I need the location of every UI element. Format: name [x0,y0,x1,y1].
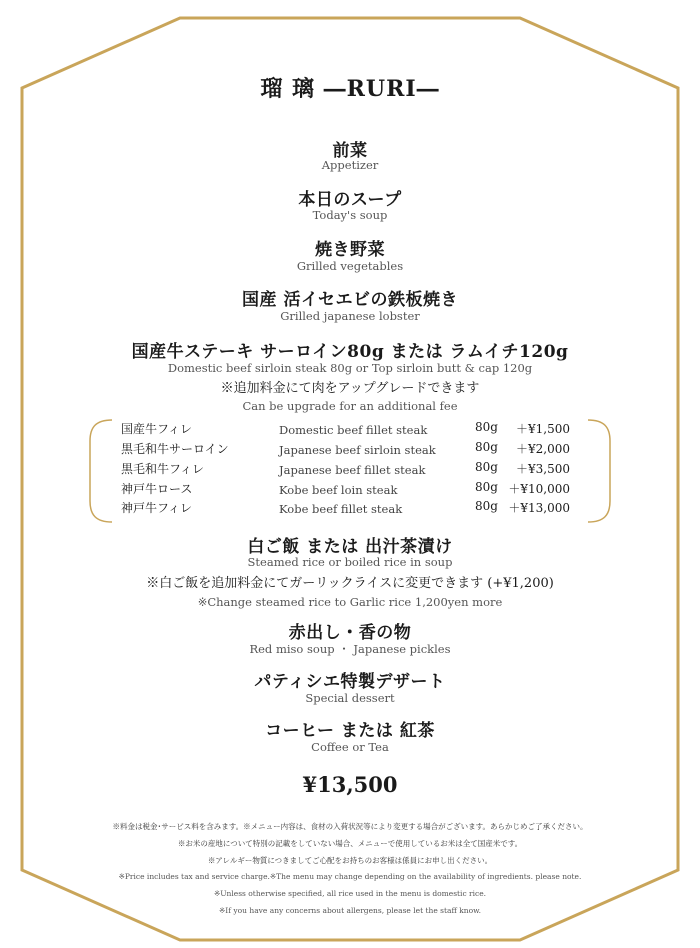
course-en-lobster: Grilled japanese lobster [280,309,420,323]
course-name-miso: 赤出し・香の物 [288,623,412,643]
course-en-dessert: Special dessert [305,691,395,705]
upgrade-en: Kobe beef loin steak [279,483,398,497]
rice-change-note: ※白ご飯を追加料金にてガーリックライスに変更できます (+¥1,200) [146,576,554,591]
upgrade-row [86,420,614,438]
course-name-rice: 白ご飯 または 出汁茶漬け [247,537,453,557]
course-en-vegetables: Grilled vegetables [296,259,404,273]
upgrade-row [86,440,614,458]
upgrade-price: ＋¥13,000 [508,501,570,515]
upgrade-jp: 黒毛和牛サーロイン [121,442,229,456]
course-name-dessert: パティシエ特製デザート [254,672,446,692]
upgrade-row [86,499,614,517]
footnote-en: ※Unless otherwise specified, all rice used in the menu is domestic rice. [213,889,487,898]
course-en-steak: Domestic beef sirloin steak 80g or Top sirloin butt & cap 120g [167,361,533,375]
course-name-lobster: 国産 活イセエビの鉄板焼き [242,290,458,310]
course-en-drink: Coffee or Tea [311,740,389,754]
upgrade-weight: 80g [475,480,498,494]
course-name-appetizer: 前菜 [332,141,368,161]
upgrade-price: ＋¥3,500 [516,462,570,476]
upgrade-en: Domestic beef fillet steak [279,423,428,437]
upgrade-en: Kobe beef fillet steak [279,502,403,516]
upgrade-jp: 国産牛フィレ [121,422,193,436]
upgrade-price: ＋¥2,000 [516,442,570,456]
course-en-soup: Today's soup [312,208,388,222]
course-en-appetizer: Appetizer [321,158,379,172]
course-name-soup: 本日のスープ [298,190,402,210]
upgrade-en: Japanese beef fillet steak [279,463,426,477]
course-name-vegetables: 焼き野菜 [315,240,385,260]
upgrade-row [86,460,614,478]
upgrade-jp: 黒毛和牛フィレ [121,462,205,476]
footnote-en: ※Price includes tax and service charge.※The menu may change depending on the availability of ingredients. please note. [118,872,582,881]
steak-upgrade-note: ※追加料金にて肉をアップグレードできます [220,381,480,396]
footnote-jp: ※お米の産地について特別の記載をしていない場合、メニューで使用しているお米は全て国産米です。 [177,839,523,848]
course-name-drink: コーヒー または 紅茶 [265,721,435,741]
upgrade-weight: 80g [475,460,498,474]
course-en-miso: Red miso soup ・ Japanese pickles [249,642,451,656]
upgrade-jp: 神戸牛フィレ [121,501,193,515]
upgrade-weight: 80g [475,440,498,454]
upgrade-price: ＋¥1,500 [516,422,570,436]
footnote-jp: ※料金は税金･サービス料を含みます。※メニュー内容は、食材の入荷状況等により変更する場合がございます。あらかじめご了承ください。 [112,822,588,831]
steak-upgrade-note-en: Can be upgrade for an additional fee [242,399,458,413]
course-en-rice: Steamed rice or boiled rice in soup [247,555,453,569]
footnote-en: ※If you have any concerns about allergens, please let the staff know. [218,906,482,915]
menu-title: 瑠 璃 ―RURI― [260,76,440,102]
course-price: ¥13,500 [302,772,398,797]
rice-change-note-en: ※Change steamed rice to Garlic rice 1,200yen more [197,595,503,609]
footnote-jp: ※アレルギー物質につきましてご心配をお持ちのお客様は係員にお申し出ください。 [207,856,493,865]
upgrade-weight: 80g [475,499,498,513]
upgrade-weight: 80g [475,420,498,434]
course-name-steak: 国産牛ステーキ サーロイン80g または ラムイチ120g [131,342,569,362]
upgrade-price: ＋¥10,000 [508,482,570,496]
upgrade-jp: 神戸牛ロース [121,482,193,496]
upgrade-row [86,480,614,498]
upgrade-en: Japanese beef sirloin steak [279,443,436,457]
upgrade-options-box [86,417,614,525]
